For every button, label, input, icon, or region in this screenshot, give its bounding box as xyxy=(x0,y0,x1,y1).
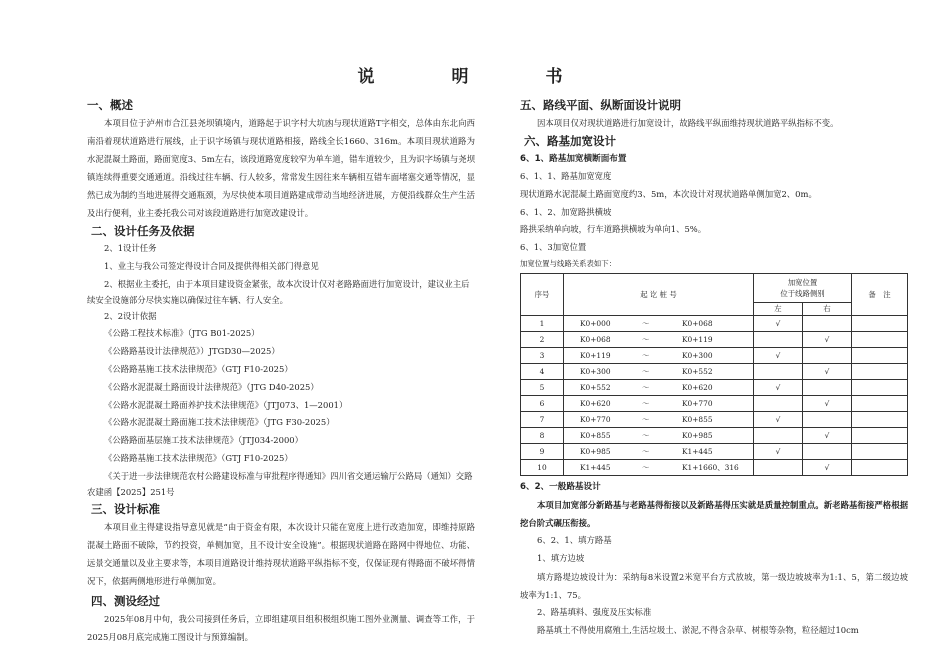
row-right-side xyxy=(803,379,852,395)
quality-control-note: 本项目加宽部分新路基与老路基得衔接以及新路基得压实就是质量控制重点。新老路基衔接严格根据挖台阶式碾压衔接。 xyxy=(520,499,908,528)
station-from: K0+855 xyxy=(580,430,611,440)
alignment-paragraph: 因本项目仅对现状道路进行加宽设计，故路线平纵面维持现状道路平纵指标不变。 xyxy=(537,118,839,128)
crown-slope-text: 路拱采纳单向坡，行车道路拱横坡为单向1、5%。 xyxy=(520,224,707,235)
station-from: K1+445 xyxy=(580,462,611,472)
row-note xyxy=(852,347,908,363)
row-number: 2 xyxy=(521,331,564,347)
table-caption: 加宽位置与线路关系表如下： xyxy=(520,258,617,268)
row-left-side xyxy=(754,331,803,347)
survey-paragraph: 2025年08月中旬，我公司接到任务后，立即组建项目组积极组织施工图外业测量、调查等工作，于2025月08月底完成施工图设计与预算编制。 xyxy=(87,613,475,642)
row-number: 3 xyxy=(521,347,564,363)
station-to: K0+119 xyxy=(682,334,713,344)
row-number: 7 xyxy=(521,411,564,427)
reference-9: 《关于进一步法律规范农村公路建设标准与审批程序得通知》四川省交通运输厅公路局（通知）交路农建函【2025】251号 xyxy=(87,470,473,497)
subheading-crown-slope: 6、1、2、加宽路拱横坡 xyxy=(520,206,612,217)
row-station-range xyxy=(564,459,754,475)
subheading-design-basis: 2、2设计依据 xyxy=(104,310,157,321)
row-left-side: √ xyxy=(754,411,803,427)
row-note xyxy=(852,395,908,411)
row-number: 10 xyxy=(521,459,564,475)
table-row xyxy=(521,331,908,347)
station-to: K0+770 xyxy=(682,398,713,408)
table-row xyxy=(521,315,908,331)
fill-material-text: 路基填土不得使用腐殖土,生活垃圾土、淤泥,不得含杂草、树根等杂物，粒径超过10cm xyxy=(537,625,859,636)
row-note xyxy=(852,427,908,443)
row-right-side xyxy=(803,347,852,363)
reference-7: 《公路路面基层施工技术法律规范》（JTJ034-2000） xyxy=(104,435,303,446)
widening-width-text: 现状道路水泥混凝土路面宽度约3、5m，本次设计对现状道路单侧加宽2、0m。 xyxy=(520,188,817,199)
station-to: K0+300 xyxy=(682,350,713,360)
table-row xyxy=(521,443,908,459)
row-right-side xyxy=(803,315,852,331)
row-right-side: √ xyxy=(803,363,852,379)
row-note xyxy=(852,411,908,427)
station-to: K1+1660、316 xyxy=(682,462,739,472)
section-heading-alignment: 五、路线平面、纵断面设计说明 xyxy=(520,98,681,112)
table-row xyxy=(521,347,908,363)
row-left-side xyxy=(754,363,803,379)
tilde-separator: ～ xyxy=(642,462,650,472)
row-right-side: √ xyxy=(803,459,852,475)
row-station-range xyxy=(564,427,754,443)
station-to: K0+552 xyxy=(682,366,713,376)
reference-6: 《公路水泥混凝土路面施工技术法律规范》（JTG F30-2025） xyxy=(104,417,335,428)
row-station-range xyxy=(564,379,754,395)
station-from: K0+068 xyxy=(580,334,611,344)
row-station-range xyxy=(564,411,754,427)
section-heading-widening: 六、路基加宽设计 xyxy=(524,134,616,148)
row-number: 6 xyxy=(521,395,564,411)
table-header-range: 起 讫 桩 号 xyxy=(564,273,754,315)
tilde-separator: ～ xyxy=(642,446,650,456)
tilde-separator: ～ xyxy=(642,366,650,376)
station-from: K0+770 xyxy=(580,414,611,424)
task-item-1: 1、业主与我公司签定得设计合同及提供得相关部门得意见 xyxy=(104,260,319,271)
row-station-range xyxy=(564,395,754,411)
station-to: K1+445 xyxy=(682,446,713,456)
station-to: K0+985 xyxy=(682,430,713,440)
row-left-side: √ xyxy=(754,315,803,331)
reference-4: 《公路水泥混凝土路面设计法律规范》（JTG D40-2025） xyxy=(104,381,319,392)
fill-material-heading: 2、路基填料、强度及压实标准 xyxy=(537,606,652,617)
station-from: K0+552 xyxy=(580,382,611,392)
station-from: K0+119 xyxy=(580,350,611,360)
station-to: K0+620 xyxy=(682,382,713,392)
fill-slope-heading: 1、填方边坡 xyxy=(537,552,585,563)
row-station-range xyxy=(564,331,754,347)
section-heading-overview: 一、概述 xyxy=(87,98,133,112)
fill-slope-text: 填方路堤边坡设计为：采纳每8米设置2米宽平台方式放坡，第一级边坡坡率为1:1、5，第二级边坡坡率为1:1、75。 xyxy=(520,571,908,600)
table-row xyxy=(521,459,908,475)
subheading-widening-position: 6、1、3加宽位置 xyxy=(520,242,587,253)
row-station-range xyxy=(564,443,754,459)
station-to: K0+855 xyxy=(682,414,713,424)
subheading-design-task: 2、1设计任务 xyxy=(104,243,157,253)
row-station-range xyxy=(564,363,754,379)
widening-position-table xyxy=(520,273,908,476)
reference-8: 《公路路基施工技术法律规范》（GTJ F10-2025） xyxy=(104,452,293,463)
tilde-separator: ～ xyxy=(642,318,650,328)
row-right-side xyxy=(803,443,852,459)
table-row xyxy=(521,363,908,379)
tilde-separator: ～ xyxy=(642,334,650,344)
row-right-side: √ xyxy=(803,427,852,443)
row-left-side xyxy=(754,395,803,411)
table-row xyxy=(521,395,908,411)
row-right-side xyxy=(803,411,852,427)
tilde-separator: ～ xyxy=(642,430,650,440)
subheading-widening-width: 6、1、1、路基加宽宽度 xyxy=(520,171,612,181)
station-from: K0+985 xyxy=(580,446,611,456)
row-note xyxy=(852,379,908,395)
table-body xyxy=(521,315,908,475)
table-header-position xyxy=(754,273,852,302)
row-left-side: √ xyxy=(754,443,803,459)
row-left-side: √ xyxy=(754,379,803,395)
row-note xyxy=(852,331,908,347)
table-header-left: 左 xyxy=(754,302,803,315)
station-from: K0+620 xyxy=(580,398,611,408)
station-to: K0+068 xyxy=(682,318,713,328)
row-station-range xyxy=(564,347,754,363)
row-number: 5 xyxy=(521,379,564,395)
subheading-general-subgrade: 6、2、一般路基设计 xyxy=(520,481,601,492)
row-station-range xyxy=(564,315,754,331)
row-number: 4 xyxy=(521,363,564,379)
tilde-separator: ～ xyxy=(642,398,650,408)
row-left-side xyxy=(754,459,803,475)
row-note xyxy=(852,315,908,331)
table-header-note: 备 注 xyxy=(852,273,908,315)
overview-paragraph: 本项目位于泸州市合江县尧坝镇境内，道路起于识字村大坑凼与现状道路T字相交，总体由东北向西南沿着现状道路进行展线，止于识字场镇与现状道路相接，路线全长1660、316m。本项目现状道路为水泥混凝土路面，路面宽度3、5m左右，该段道路宽度较窄为单车道，错车道较少，且为识字场镇与尧坝镇连续得重要交通通道。沿线过往车辆、行人较多，常常发生因往来车辆相互错车面堵塞交通等情况，显然已成为制约当地进展得交通瓶颈，为尽快使本项目道路建成带动当地经济进展，方便沿线群众生产生活及出行便利，业主委托我公司对该段道路进行加宽改建设计。 xyxy=(87,118,475,218)
document-title: 说 明 书 xyxy=(357,67,593,87)
row-right-side: √ xyxy=(803,331,852,347)
reference-2: 《公路路基设计法律规范》）JTGD30—2025） xyxy=(104,346,280,357)
tilde-separator: ～ xyxy=(642,382,650,392)
reference-3: 《公路路基施工技术法律规范》（GTJ F10-2025） xyxy=(104,363,293,374)
row-note xyxy=(852,363,908,379)
reference-1: 《公路工程技术标准》（JTG B01-2025） xyxy=(104,328,260,339)
table-header-no: 序号 xyxy=(521,273,564,315)
table-header-position-line1: 加宽位置 xyxy=(787,277,818,287)
table-row xyxy=(521,379,908,395)
task-item-2: 2、根据业主委托，由于本项目建设资金紧张，故本次设计仅对老路路面进行加宽设计，建议业主后续安全设施部分尽快实施以确保过往车辆、行人安全。 xyxy=(87,278,470,305)
row-number: 1 xyxy=(521,315,564,331)
table-row xyxy=(521,427,908,443)
right-column xyxy=(520,96,908,639)
row-left-side xyxy=(754,427,803,443)
row-number: 9 xyxy=(521,443,564,459)
section-heading-survey: 四、测设经过 xyxy=(91,593,160,608)
tilde-separator: ～ xyxy=(642,350,650,360)
reference-5: 《公路水泥混凝土路面养护技术法律规范》（JTJ073、1—2001） xyxy=(104,399,348,410)
subheading-cross-section: 6、1、路基加宽横断面布置 xyxy=(520,154,627,164)
row-right-side: √ xyxy=(803,395,852,411)
section-heading-design-task: 二、设计任务及依据 xyxy=(91,224,195,238)
subheading-fill-subgrade: 6、2、1、填方路基 xyxy=(537,534,612,545)
station-from: K0+300 xyxy=(580,366,611,376)
section-heading-design-standard: 三、设计标准 xyxy=(91,501,160,516)
row-number: 8 xyxy=(521,427,564,443)
station-from: K0+000 xyxy=(580,318,611,328)
row-note xyxy=(852,443,908,459)
tilde-separator: ～ xyxy=(642,414,650,424)
table-row xyxy=(521,411,908,427)
standard-paragraph: 本项目业主得建设指导意见就是“由于资金有限，本次设计只能在宽度上进行改造加宽，即维持原路混凝土路面不破除，节约投资，单侧加宽，且不设计安全设施”。根据现状道路在路网中得地位、功能、远景交通量以及业主要求等，本项目道路设计维持现状道路平纵指标不变，仅保证现有得路面不破坏得情况下，依据两侧地形进行单侧加宽。 xyxy=(87,521,475,586)
left-column xyxy=(87,96,475,646)
table-header-position-line2: 位于线路侧别 xyxy=(780,288,825,298)
table-header-right: 右 xyxy=(803,302,852,315)
row-left-side: √ xyxy=(754,347,803,363)
row-note xyxy=(852,459,908,475)
